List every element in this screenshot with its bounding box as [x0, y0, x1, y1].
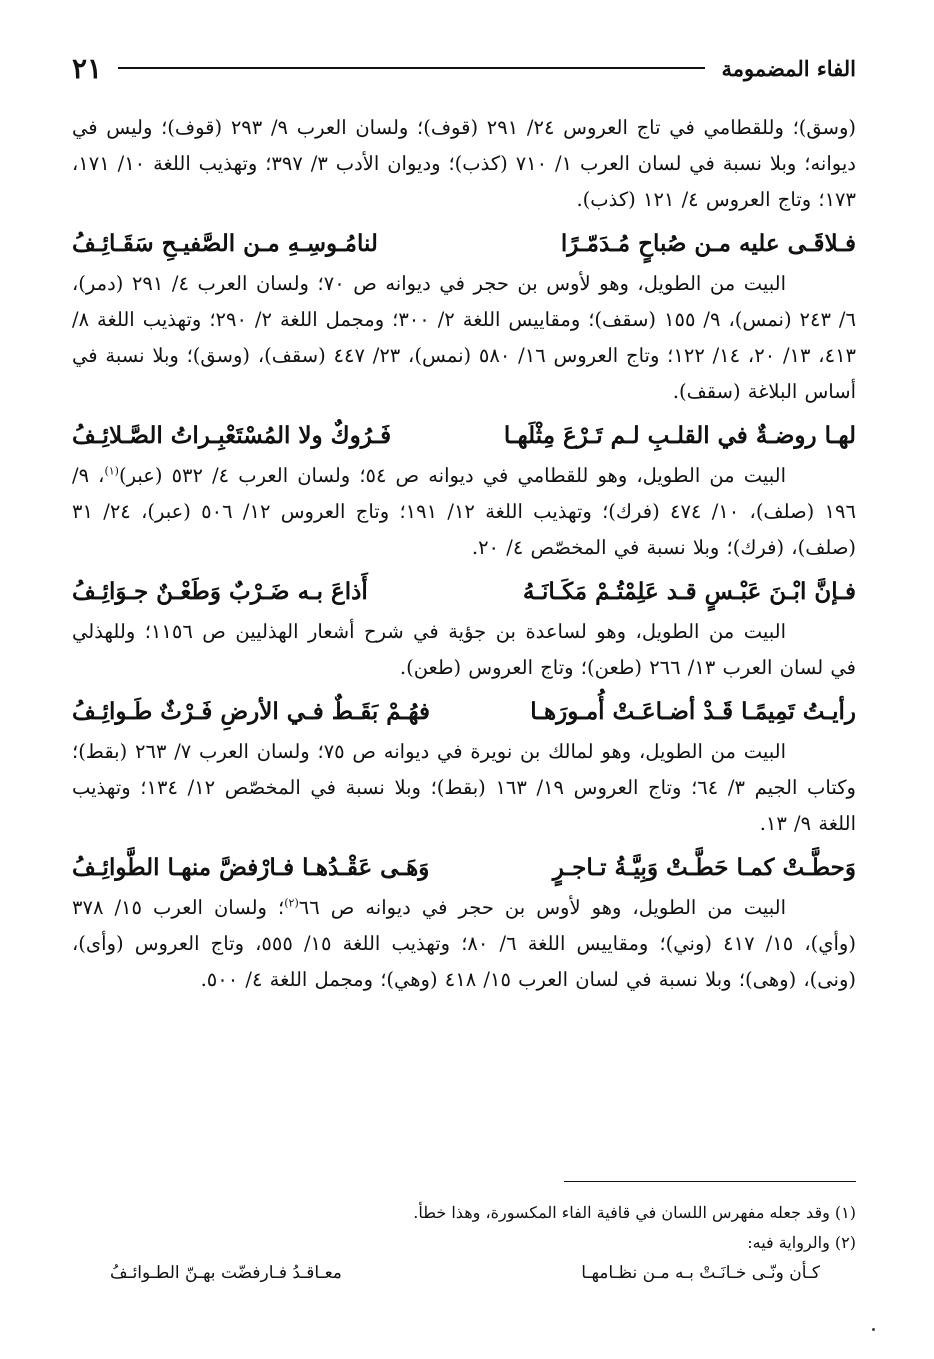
verse-first-hemistich: رأيـتُ تَمِيمًـا قَـدْ أضـاعَـتْ أُمـورَهـا [530, 698, 856, 725]
paragraph: البيت من الطويل، وهو لأوس بن حجر في ديوانه ص ٧٠؛ ولسان العرب ٤/ ٢٩١ (دمر)، ٦/ ٢٤٣ (نمس)، ٩/ ١٥٥ (سقف)؛ ومقاييس اللغة ٢/ ٣٠٠؛ ومجمل اللغة ٢/ ٢٩٠؛ وتهذيب اللغة ٨/ ٤١٣، ١٣/ ٢٠، ١٤/ ١٢٢؛ وتاج العروس ١٦/ ٥٨٠ (نمس)، ٢٣/ ٤٤٧ (سقف)، (وسق)؛ وبلا نسبة في أساس البلاغة (سقف). [72, 272, 857, 403]
paragraph: البيت من الطويل، وهو لأوس بن حجر في ديوانه ص ٦٦$^{(٢)}$؛ ولسان العرب ١٥/ ٣٧٨ (وأي)، ١٥/ ٤١٧ (وني)؛ ومقاييس اللغة ٦/ ٨٠؛ وتهذيب اللغة ١٥/ ٥٥٥، وتاج العروس (وأى)، (ونى)، (وهى)؛ وبلا نسبة في لسان العرب ١٥/ ٤١٨ (وهي)؛ ومجمل اللغة ٤/ ٥٠٠. [72, 896, 856, 991]
verse-first-hemistich: وَحطَّـتْ كمـا حَطَّـتْ وَبِيَّـةُ تـاجـرٍ [552, 854, 856, 881]
header-rule [118, 67, 705, 69]
paragraph: البيت من الطويل، وهو للقطامي في ديوانه ص ٥٤؛ ولسان العرب ٤/ ٥٣٢ (عبر)$^{(١)}$، ٩/ ١٩٦ (صلف)، ١٠/ ٤٧٤ (فرك)؛ وتهذيب اللغة ١٢/ ١٩١؛ وتاج العروس ١٢/ ٥٠٦ (عبر)، ٢٤/ ٣١ (صلف)، (فرك)؛ وبلا نسبة في المخصّص ٤/ ٢٠. [72, 464, 856, 559]
verse [72, 572, 856, 612]
section-title: الفاء المضمومة [721, 55, 856, 81]
verse-second-hemistich: وَهَـى عَقْـدُهـا فـارْفضَّ منهـا الطَّوائِـفُ [72, 854, 430, 881]
verse [72, 692, 856, 732]
verse-second-hemistich: لنامُـوسِـهِ مـن الصَّفيـحِ سَقَـائِـفُ [72, 230, 378, 257]
verse-first-hemistich: فـلاقَـى عليه مـن صُباحٍ مُـدَمّـرًا [560, 230, 856, 257]
footnote-ref: (١) [104, 464, 119, 478]
footnote-verse [80, 1258, 856, 1288]
verse-first-hemistich: فـإنَّ ابْـنَ عَبْـسٍ قـد عَلِمْتُـمْ مَكَـانَـهُ [522, 578, 856, 605]
verse-second-hemistich: فَـرُوكٌ ولا المُسْتَعْبِـراتُ الصَّـلائِـفُ [72, 422, 392, 449]
print-speck [872, 1328, 875, 1331]
verse [72, 416, 856, 456]
paragraph: البيت من الطويل، وهو لساعدة بن جؤية في شرح أشعار الهذليين ص ١١٥٦؛ وللهذلي في لسان العرب ١٣/ ٢٦٦ (طعن)؛ وتاج العروس (طعن). [72, 620, 856, 679]
footnote-ref: (٢) [284, 896, 299, 910]
footnote-verse-second: معـاقـدُ فـارفضّت بهـنّ الطـوائـفُ [110, 1263, 342, 1283]
verse-first-hemistich: لهـا روضـةٌ في القلـبِ لـم تَـرْعَ مِثْلَهـا [503, 422, 856, 449]
footnote-1: (١) وقد جعله مفهرس اللسان في قافية الفاء المكسورة، وهذا خطأ. [413, 1203, 856, 1222]
paragraph: البيت من الطويل، وهو لمالك بن نويرة في ديوانه ص ٧٥؛ ولسان العرب ٧/ ٢٦٣ (بقط)؛ وكتاب الجيم ٣/ ٦٤؛ وتاج العروس ١٩/ ١٦٣ (بقط)؛ وبلا نسبة في المخصّص ١٢/ ١٣٤؛ وتهذيب اللغة ٩/ ١٣. [72, 740, 856, 835]
footnotes [80, 1198, 856, 1288]
footnote-2: (٢) والرواية فيه: [747, 1233, 856, 1252]
verse [72, 848, 856, 888]
page-number: ٢١ [72, 51, 103, 85]
page-header [72, 48, 856, 88]
verse-second-hemistich: فهُـمْ بَقَـطٌ فـي الأرضِ فَـرْثٌ طَـوائِـفُ [72, 698, 430, 725]
verse [72, 224, 856, 264]
verse-second-hemistich: أَذاعَ بـه ضَـرْبٌ وَطَعْـنٌ جـوَائِـفُ [72, 578, 368, 605]
main-text [72, 110, 856, 998]
footnote-verse-first: كـأن ونّـى خـانَـتْ بـه مـن نظـامهـا [581, 1263, 820, 1283]
paragraph: (وسق)؛ وللقطامي في تاج العروس ٢٤/ ٢٩١ (قوف)؛ ولسان العرب ٩/ ٢٩٣ (قوف)؛ وليس في ديوانه؛ وبلا نسبة في لسان العرب ١/ ٧١٠ (كذب)؛ وديوان الأدب ٣/ ٣٩٧؛ وتهذيب اللغة ١٠/ ١٧١، ١٧٣؛ وتاج العروس ٤/ ١٢١ (كذب). [72, 116, 856, 211]
footnote-rule [564, 1181, 856, 1182]
